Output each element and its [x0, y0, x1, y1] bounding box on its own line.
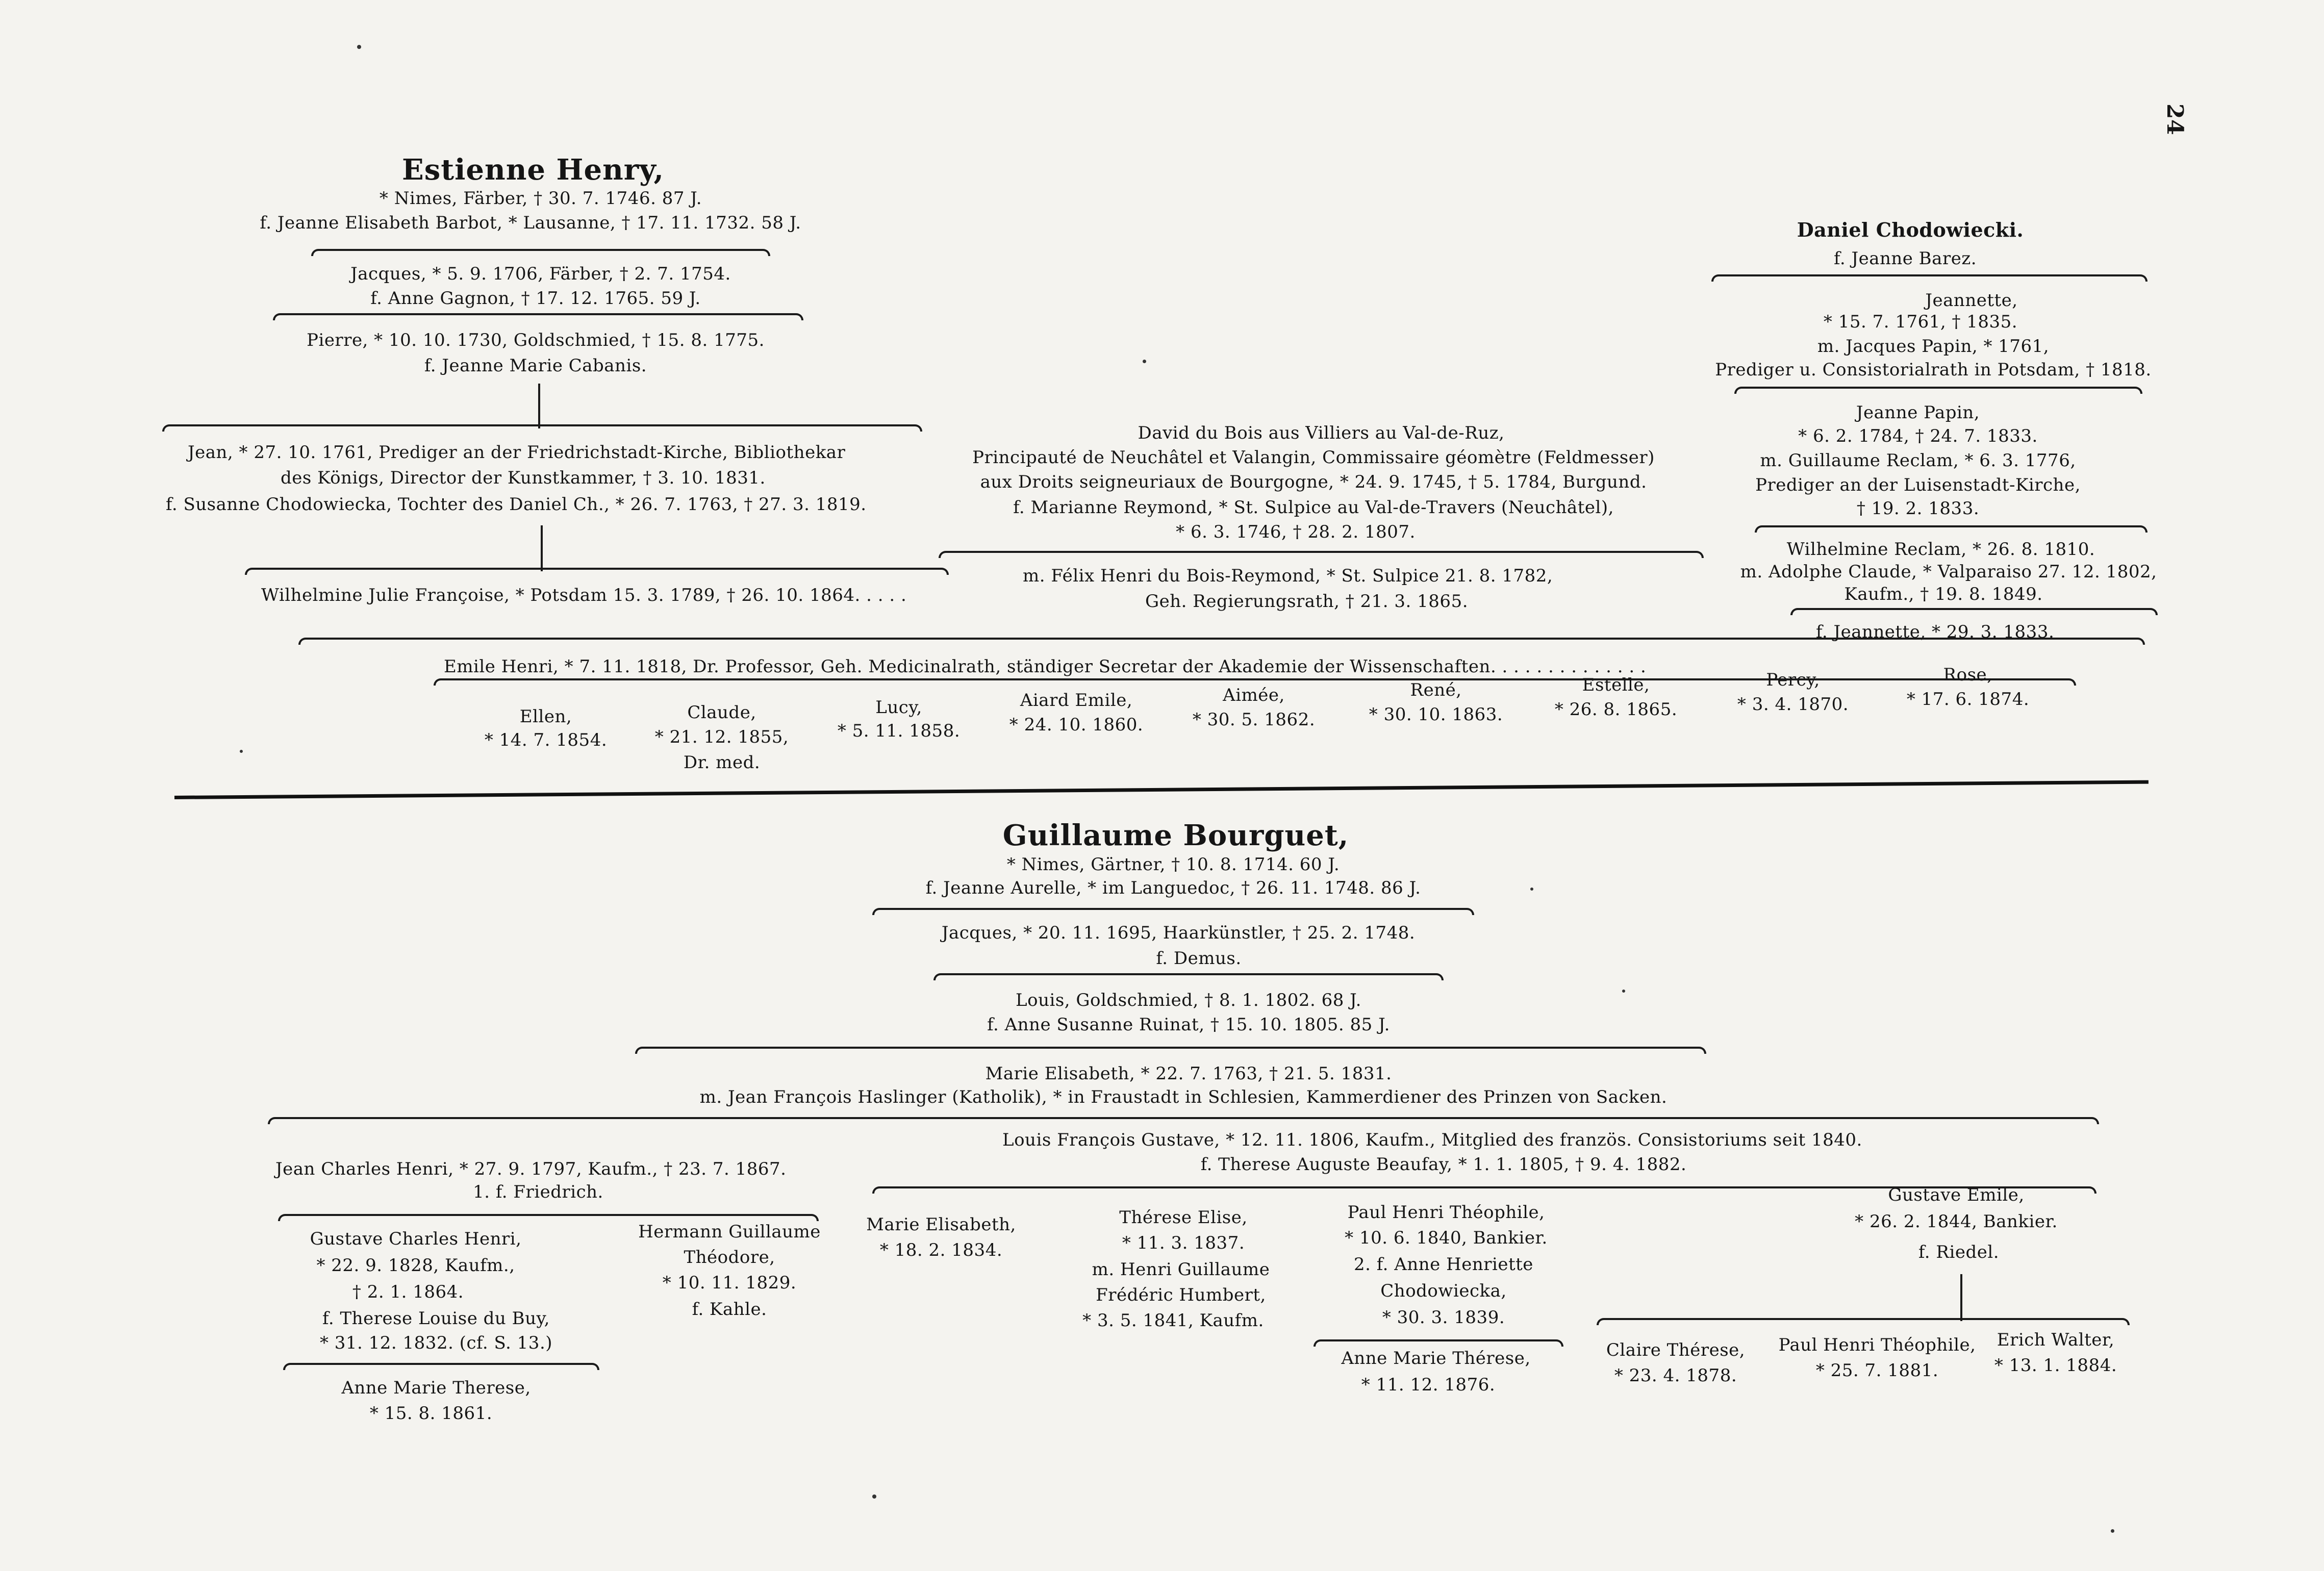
dubois-line-1: David du Bois aus Villiers au Val-de-Ruz, [1138, 423, 1505, 443]
bourguet-amt2-1: Anne Marie Thérese, [1341, 1348, 1531, 1369]
bourguet-gch-2: * 22. 9. 1828, Kaufm., [316, 1255, 515, 1276]
bourguet-te-1: Thérese Elise, [1119, 1207, 1248, 1228]
bourguet-louis-1: Louis, Goldschmied, † 8. 1. 1802. 68 J. [1016, 990, 1361, 1010]
bourguet-amt2-2: * 11. 12. 1876. [1361, 1375, 1496, 1395]
paper-speck [1530, 888, 1533, 891]
bourguet-ge-2: * 26. 2. 1844, Bankier. [1855, 1211, 2058, 1232]
bourguet-te-2: * 11. 3. 1837. [1122, 1233, 1245, 1253]
bourguet-ew-2: * 13. 1. 1884. [1994, 1355, 2117, 1376]
emile-child-name: René, [1410, 680, 1462, 700]
henry-line-1: * Nimes, Färber, † 30. 7. 1746. 87 J. [379, 188, 702, 209]
emile-child-name: Percy, [1766, 670, 1820, 690]
dubois-felix-line-2: Geh. Regierungsrath, † 21. 3. 1865. [1145, 591, 1469, 612]
chodowiecki-reclam-1: Wilhelmine Reclam, * 26. 8. 1810. [1786, 539, 2095, 560]
bourguet-amt1-1: Anne Marie Therese, [341, 1378, 531, 1398]
bourguet-jacques-1: Jacques, * 20. 11. 1695, Haarkünstler, † 25. 2. 1748. [941, 923, 1416, 943]
chodowiecki-papin-3: m. Guillaume Reclam, * 6. 3. 1776, [1760, 450, 2076, 471]
bracket [298, 638, 2145, 645]
page-number: 24 [2162, 103, 2188, 136]
henry-jacques-line-2: f. Anne Gagnon, † 17. 12. 1765. 59 J. [370, 288, 701, 309]
bourguet-ge-3: f. Riedel. [1918, 1242, 2000, 1262]
bracket [283, 1363, 599, 1370]
chodowiecki-papin-5: † 19. 2. 1833. [1856, 498, 1980, 519]
bracket [872, 908, 1474, 915]
paper-speck [2111, 1529, 2114, 1533]
bourguet-name: Guillaume Bourguet, [1002, 819, 1349, 852]
chodowiecki-jeannette-2: * 15. 7. 1761, † 1835. [1823, 312, 2018, 332]
emile-child-birth: * 26. 8. 1865. [1554, 699, 1678, 720]
dubois-line-3: aux Droits seigneuriaux de Bourgogne, * 24. 9. 1745, † 5. 1784, Burgund. [980, 472, 1647, 492]
bourguet-jch-2: 1. f. Friedrich. [473, 1182, 603, 1202]
bourguet-pht-5: * 30. 3. 1839. [1382, 1307, 1505, 1328]
bourguet-te-4: Frédéric Humbert, [1096, 1285, 1266, 1305]
dubois-line-5: * 6. 3. 1746, † 28. 2. 1807. [1176, 522, 1416, 542]
bourguet-pht-3: 2. f. Anne Henriette [1354, 1254, 1533, 1275]
paper-speck [1622, 990, 1625, 993]
bourguet-gch-3: † 2. 1. 1864. [352, 1282, 464, 1302]
bourguet-pht2-2: * 25. 7. 1881. [1815, 1360, 1939, 1381]
chodowiecki-papin-1: Jeanne Papin, [1856, 402, 1980, 423]
chodowiecki-jeannette-1: Jeannette, [1925, 290, 2018, 311]
emile-child-birth: * 30. 5. 1862. [1192, 710, 1316, 730]
bracket [278, 1214, 819, 1221]
dubois-line-4: f. Marianne Reymond, * St. Sulpice au Val-de-Travers (Neuchâtel), [1013, 497, 1614, 518]
chodowiecki-jeannette-3: m. Jacques Papin, * 1761, [1817, 336, 2050, 357]
bourguet-line-1: * Nimes, Gärtner, † 10. 8. 1714. 60 J. [1006, 854, 1340, 875]
section-divider [174, 780, 2149, 799]
bracket [162, 424, 922, 432]
emile-child-birth: * 5. 11. 1858. [837, 721, 961, 741]
chodowiecki-reclam-3: Kaufm., † 19. 8. 1849. [1844, 584, 2043, 604]
paper-speck [1143, 360, 1146, 363]
paper-speck [240, 750, 243, 753]
emile-child-birth: * 14. 7. 1854. [484, 730, 608, 750]
emile-child-name: Ellen, [519, 706, 572, 727]
emile-child-name: Rose, [1943, 665, 1993, 685]
emile-child-name: Estelle, [1582, 675, 1650, 695]
bourguet-pht-2: * 10. 6. 1840, Bankier. [1345, 1228, 1548, 1248]
emile-child-birth: * 30. 10. 1863. [1369, 704, 1503, 725]
bourguet-louis-2: f. Anne Susanne Ruinat, † 15. 10. 1805. 85 J. [987, 1015, 1390, 1035]
bourguet-me-1: Marie Elisabeth, [866, 1214, 1016, 1235]
bourguet-gch-4: f. Therese Louise du Buy, [322, 1308, 550, 1329]
bracket [273, 313, 803, 320]
chodowiecki-jeannette2: f. Jeannette, * 29. 3. 1833. [1816, 622, 2055, 642]
bourguet-hg-2: Théodore, [684, 1247, 775, 1268]
bracket [1790, 608, 2158, 615]
bracket [1597, 1318, 2130, 1325]
bourguet-jch-1: Jean Charles Henri, * 27. 9. 1797, Kaufm., † 23. 7. 1867. [275, 1159, 787, 1179]
bracket [245, 568, 949, 575]
bourguet-lfg-1: Louis François Gustave, * 12. 11. 1806, Kaufm., Mitglied des französ. Consistoriums seit 1840. [1002, 1130, 1862, 1150]
paper-speck [872, 1494, 876, 1499]
bourguet-pht-4: Chodowiecka, [1380, 1281, 1507, 1301]
connector [541, 525, 543, 571]
bourguet-hg-3: * 10. 11. 1829. [662, 1273, 797, 1293]
bourguet-gch-1: Gustave Charles Henri, [310, 1229, 522, 1249]
bracket [1734, 387, 2142, 394]
bourguet-marie-2: m. Jean François Haslinger (Katholik), * in Fraustadt in Schlesien, Kammerdiener des Prinzen von Sacken. [699, 1087, 1668, 1107]
bourguet-line-2: f. Jeanne Aurelle, * im Languedoc, † 26. 11. 1748. 86 J. [925, 878, 1421, 898]
henry-jean-line-3: f. Susanne Chodowiecka, Tochter des Daniel Ch., * 26. 7. 1763, † 27. 3. 1819. [166, 494, 867, 515]
henry-jean-line-1: Jean, * 27. 10. 1761, Prediger an der Friedrichstadt-Kirche, Bibliothekar [188, 442, 846, 463]
bracket [939, 551, 1704, 558]
emile-child-birth: * 17. 6. 1874. [1906, 689, 2030, 710]
henry-jean-line-2: des Königs, Director der Kunstkammer, † 3. 10. 1831. [281, 468, 766, 488]
bourguet-ew-1: Erich Walter, [1997, 1330, 2115, 1350]
bourguet-ct-1: Claire Thérese, [1606, 1340, 1746, 1360]
bracket [434, 678, 2076, 686]
bracket [268, 1117, 2099, 1124]
bourguet-ct-2: * 23. 4. 1878. [1614, 1365, 1737, 1386]
henry-jacques-line-1: Jacques, * 5. 9. 1706, Färber, † 2. 7. 1754. [350, 264, 731, 284]
chodowiecki-papin-4: Prediger an der Luisenstadt-Kirche, [1755, 475, 2081, 495]
bracket [1313, 1339, 1563, 1347]
bracket [1755, 525, 2148, 533]
paper-speck [357, 45, 361, 49]
chodowiecki-reclam-2: m. Adolphe Claude, * Valparaiso 27. 12. 1802, [1740, 562, 2157, 582]
bourguet-pht-1: Paul Henri Théophile, [1347, 1202, 1545, 1223]
bracket [311, 249, 770, 256]
bracket [635, 1047, 1706, 1054]
bourguet-marie-1: Marie Elisabeth, * 22. 7. 1763, † 21. 5. 1831. [985, 1063, 1392, 1084]
henry-pierre-line-2: f. Jeanne Marie Cabanis. [424, 356, 647, 376]
dubois-line-2: Principauté de Neuchâtel et Valangin, Commissaire géomètre (Feldmesser) [972, 447, 1655, 468]
bourguet-te-3: m. Henri Guillaume [1092, 1259, 1270, 1280]
bourguet-jacques-2: f. Demus. [1156, 948, 1242, 969]
connector [1960, 1274, 1962, 1321]
bourguet-ge-1: Gustave Emile, [1888, 1185, 2025, 1205]
emile-child-name: Aiard Emile, [1020, 690, 1133, 711]
chodowiecki-jeannette-4: Prediger u. Consistorialrath in Potsdam, † 1818. [1715, 360, 2152, 380]
dubois-felix-line-1: m. Félix Henri du Bois-Reymond, * St. Sulpice 21. 8. 1782, [1023, 566, 1553, 586]
emile-child-name: Aimée, [1223, 685, 1285, 705]
emile-child-name: Lucy, [875, 697, 922, 718]
bourguet-amt1-2: * 15. 8. 1861. [369, 1403, 493, 1424]
connector [538, 384, 540, 428]
emile-child-name: Claude, [687, 702, 756, 723]
emile-child-birth: * 24. 10. 1860. [1009, 715, 1144, 735]
emile-child-note: Dr. med. [683, 752, 761, 773]
bourguet-me-2: * 18. 2. 1834. [879, 1240, 1003, 1260]
emile-line: Emile Henri, * 7. 11. 1818, Dr. Professor, Geh. Medicinalrath, ständiger Secretar der Akademie der Wissenschaften. . . . . . . . . . . . . . [444, 656, 1647, 677]
bracket [1711, 274, 2148, 282]
bourguet-lfg-2: f. Therese Auguste Beaufay, * 1. 1. 1805, † 9. 4. 1882. [1200, 1154, 1687, 1175]
henry-pierre-line-1: Pierre, * 10. 10. 1730, Goldschmied, † 15. 8. 1775. [307, 330, 765, 350]
chodowiecki-papin-2: * 6. 2. 1784, † 24. 7. 1833. [1798, 426, 2038, 446]
chodowiecki-name: Daniel Chodowiecki. [1797, 218, 2024, 241]
bourguet-pht2-1: Paul Henri Théophile, [1778, 1335, 1976, 1355]
chodowiecki-wife: f. Jeanne Barez. [1833, 248, 1977, 269]
emile-child-birth: * 21. 12. 1855, [654, 727, 789, 747]
emile-child-birth: * 3. 4. 1870. [1737, 694, 1849, 715]
bourguet-gch-5: * 31. 12. 1832. (cf. S. 13.) [319, 1333, 553, 1353]
bracket [933, 973, 1444, 980]
bourguet-hg-4: f. Kahle. [692, 1299, 767, 1320]
henry-line-2: f. Jeanne Elisabeth Barbot, * Lausanne, † 17. 11. 1732. 58 J. [260, 213, 801, 233]
henry-wilhelmine: Wilhelmine Julie Françoise, * Potsdam 15. 3. 1789, † 26. 10. 1864. . . . . [261, 585, 907, 605]
bourguet-te-5: * 3. 5. 1841, Kaufm. [1082, 1310, 1264, 1331]
bourguet-hg-1: Hermann Guillaume [638, 1222, 821, 1242]
henry-name: Estienne Henry, [402, 153, 664, 187]
